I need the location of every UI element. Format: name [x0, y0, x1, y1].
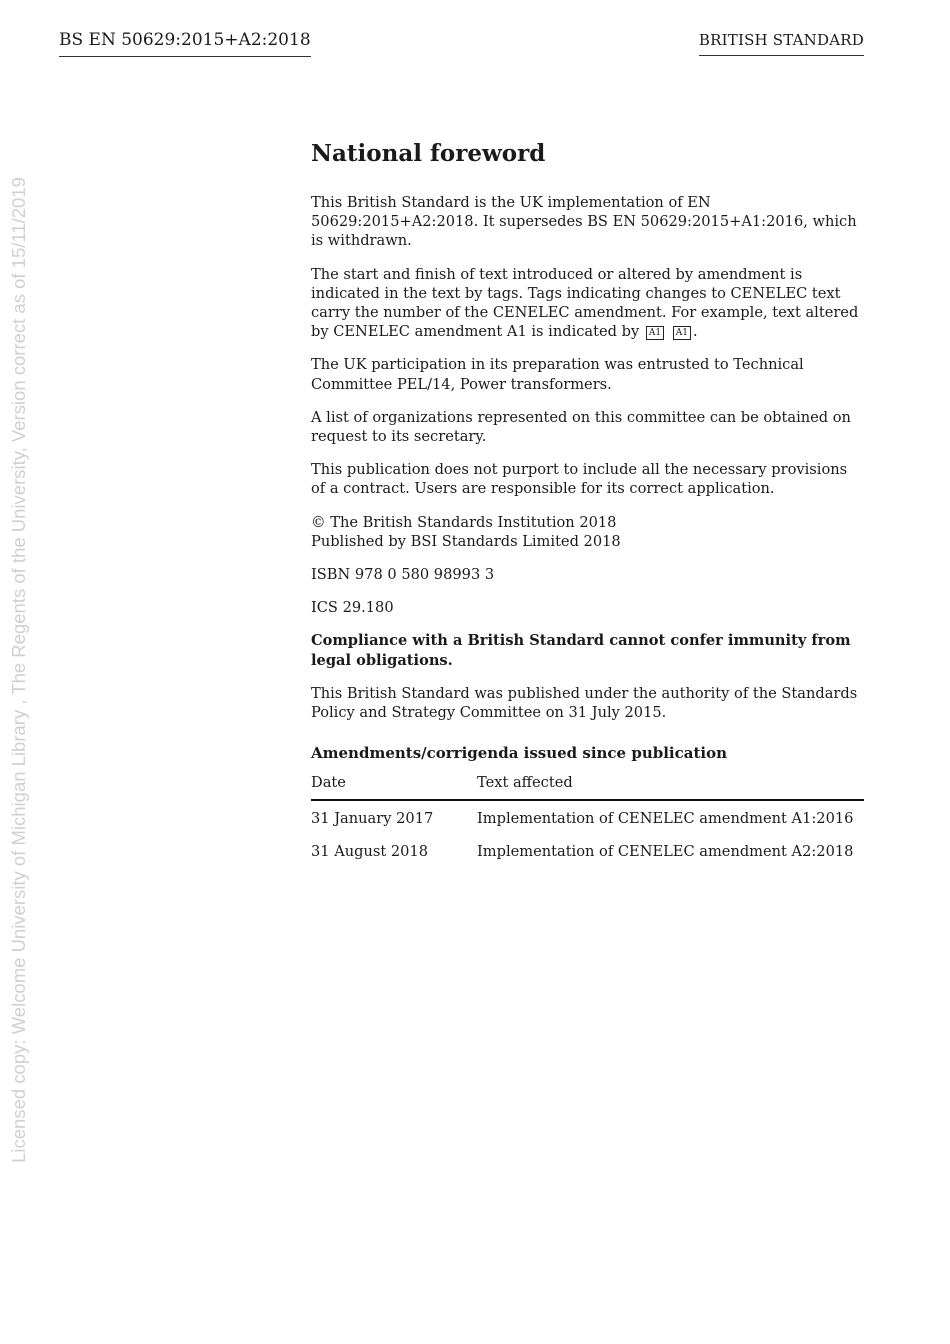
foreword-content [311, 140, 864, 867]
paragraph-implementation: This British Standard is the UK implementation of EN 50629:2015+A2:2018. It supersedes BS EN 50629:2015+A1:2016, which is withdrawn. [311, 194, 857, 250]
table-row [311, 800, 864, 834]
paragraph-amendment-tags-end: . [692, 323, 698, 341]
amendments-table [311, 770, 864, 867]
amendment-date: 31 January 2017 [311, 810, 434, 828]
header-series: BRITISH STANDARD [699, 31, 864, 56]
paragraph-authority: This British Standard was published under the authority of the Standards Policy and Strategy Committee on 31 July 2015. [311, 684, 858, 722]
paragraph-amendment-tags [311, 265, 864, 342]
license-watermark: Licensed copy: Welcome University of Michigan Library , The Regents of the University, Version correct as of 15/11/2019 [8, 177, 29, 1163]
column-header-text-affected: Text affected [477, 770, 864, 800]
paragraph-copyright [311, 513, 864, 551]
page-title: National foreword [311, 140, 546, 167]
paragraph-provisions: This publication does not purport to include all the necessary provisions of a contract. Users are responsible for its correct application. [311, 461, 848, 498]
copyright-line: © The British Standards Institution 2018 [311, 513, 617, 531]
amendments-heading: Amendments/corrigenda issued since publication [311, 744, 727, 763]
compliance-notice: Compliance with a British Standard cannot confer immunity from legal obligations. [311, 632, 851, 669]
amendment-date: 31 August 2018 [311, 843, 429, 861]
isbn: ISBN 978 0 580 98993 3 [311, 566, 495, 584]
header-doc-id: BS EN 50629:2015+A2:2018 [59, 30, 311, 57]
publisher-line: Published by BSI Standards Limited 2018 [311, 532, 621, 550]
amendment-open-tag-icon: A1 [646, 326, 664, 340]
paragraph-committee: The UK participation in its preparation was entrusted to Technical Committee PEL/14, Power transformers. [311, 356, 804, 393]
table-row [311, 834, 864, 867]
amendments-header-row [311, 770, 864, 800]
amendment-text: Implementation of CENELEC amendment A1:2016 [477, 810, 854, 828]
ics: ICS 29.180 [311, 599, 394, 617]
paragraph-amendment-tags-text: The start and finish of text introduced or altered by amendment is indicated in the text by tags. Tags indicating changes to CENELEC text carry the number of the CENELEC amendment. For example, text altered by CENELEC amendment A1 is indicated by [311, 265, 859, 341]
column-header-date: Date [311, 770, 477, 800]
amendment-text: Implementation of CENELEC amendment A2:2018 [477, 843, 854, 861]
paragraph-organizations: A list of organizations represented on this committee can be obtained on request to its secretary. [311, 408, 851, 446]
amendment-close-tag-icon: A1 [673, 326, 691, 340]
